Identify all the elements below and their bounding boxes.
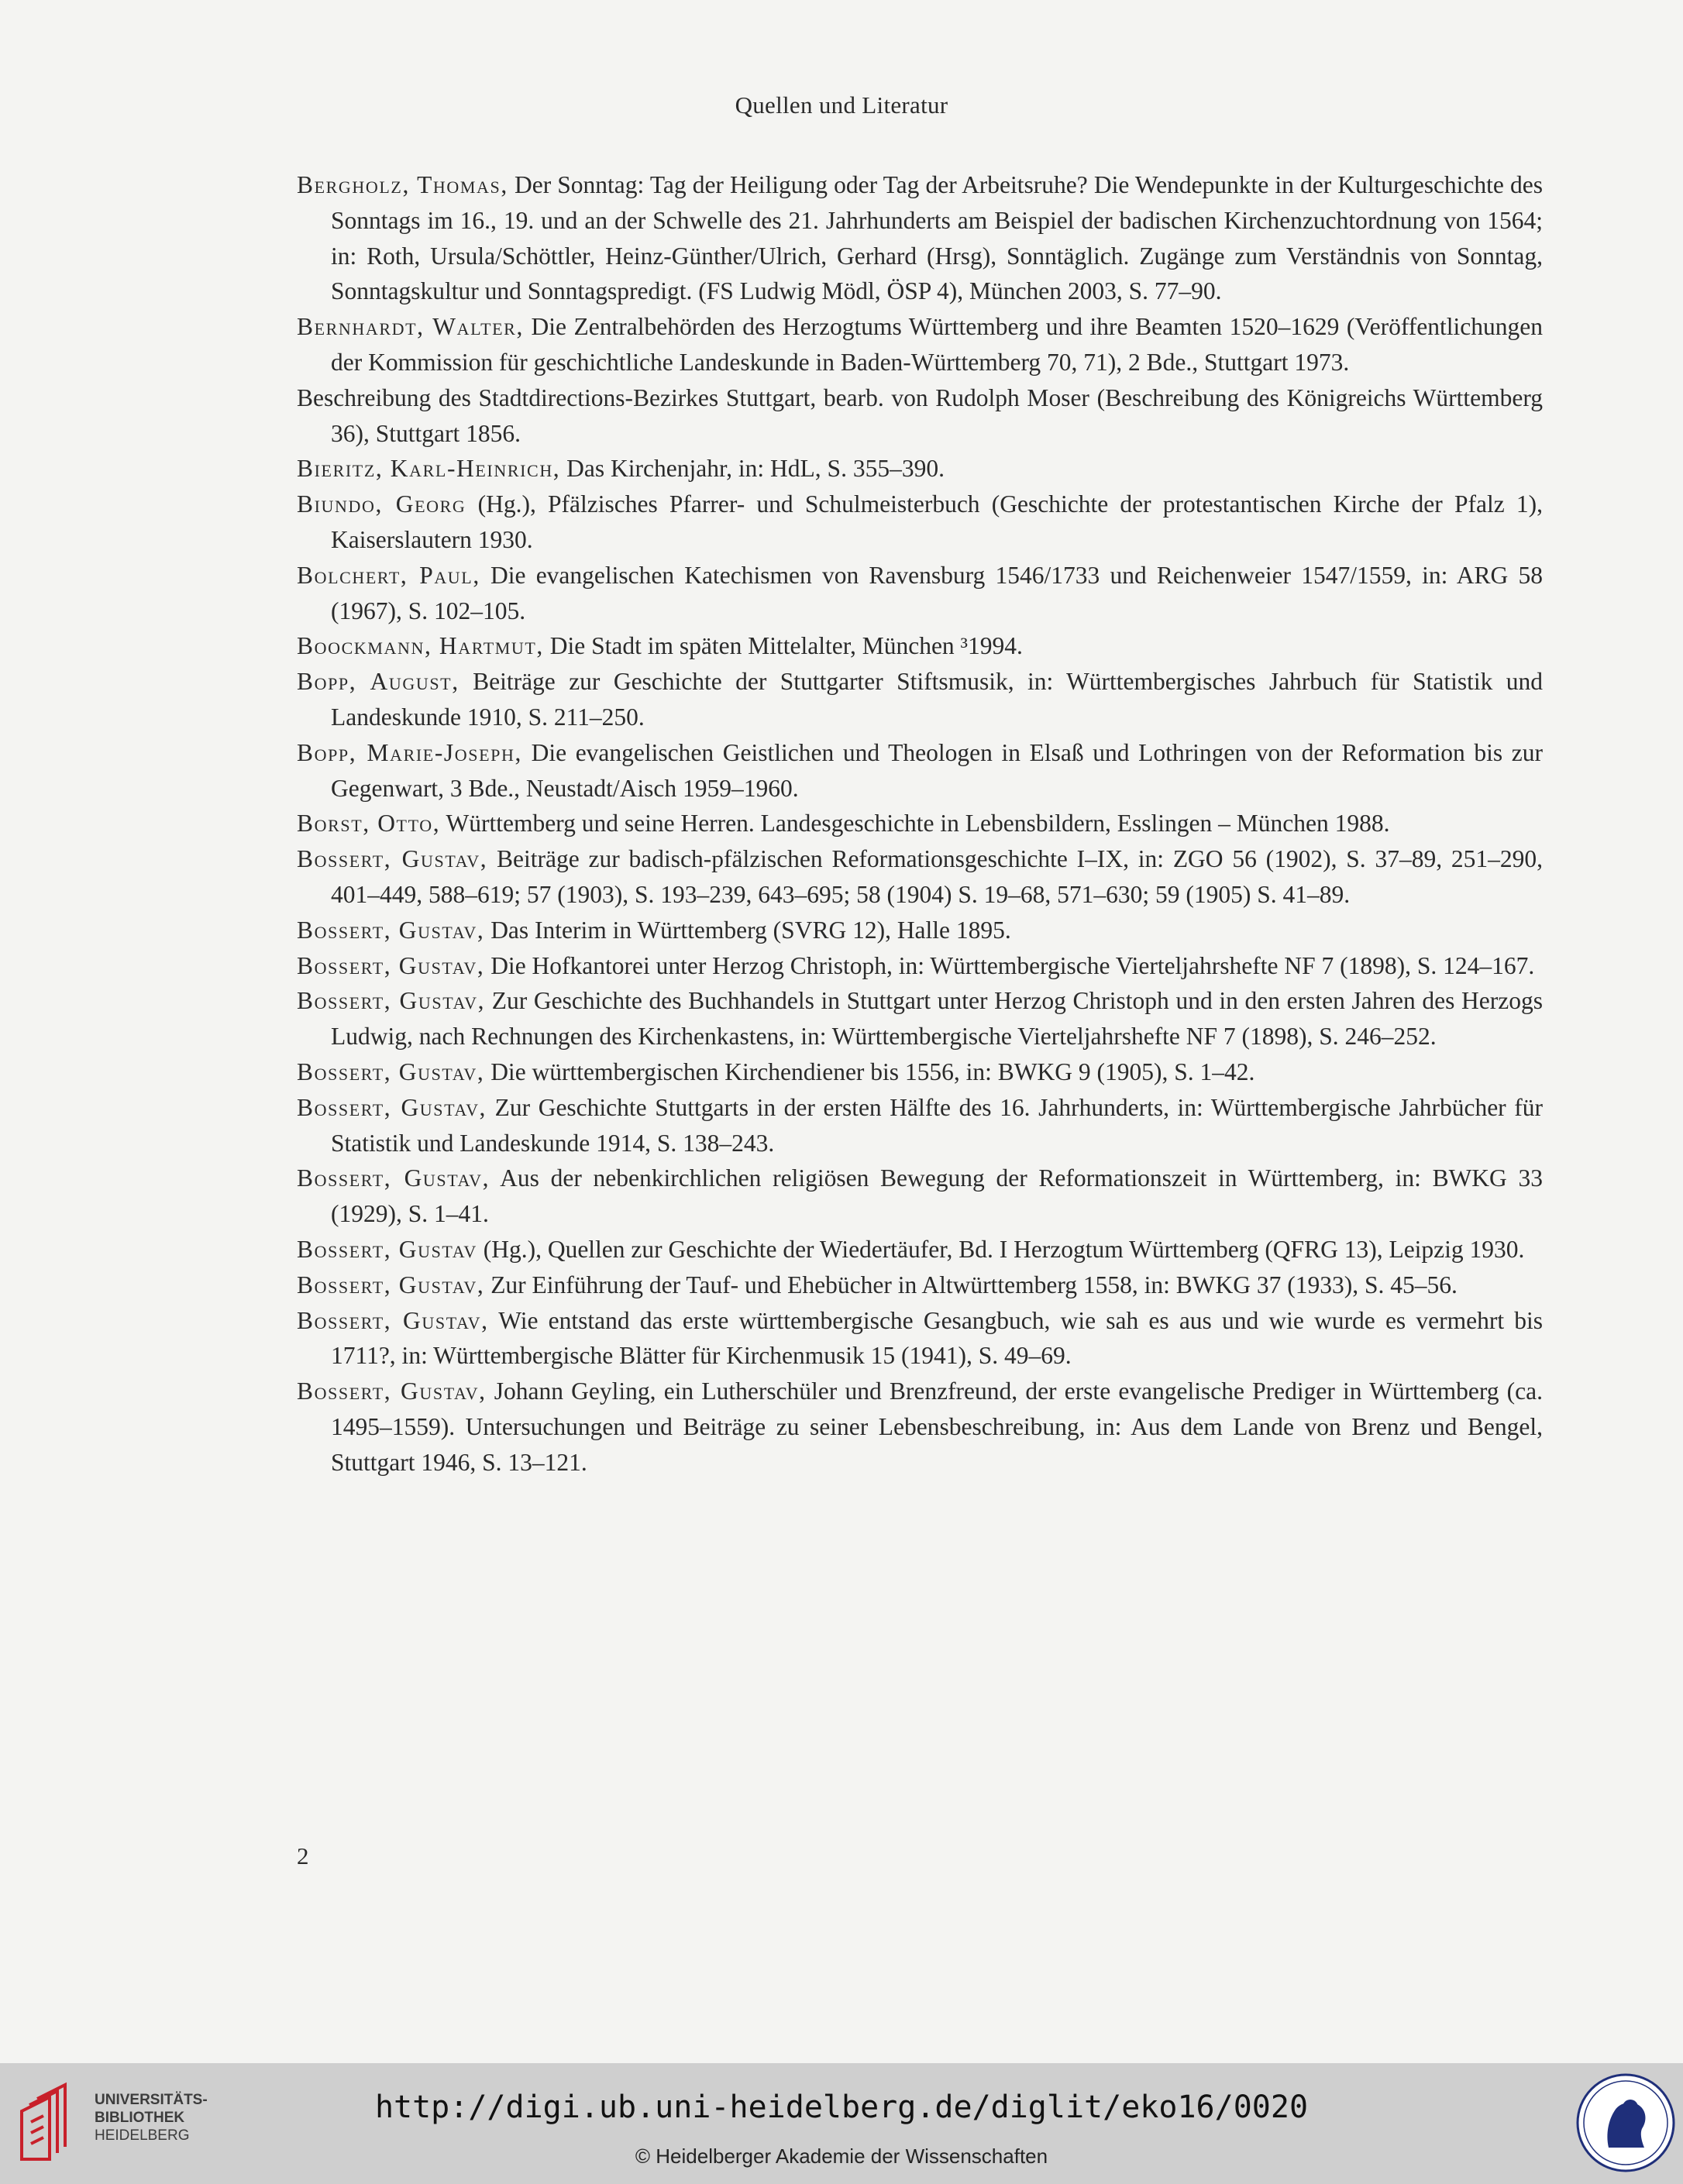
entry-author: Bossert, Gustav, bbox=[297, 1093, 487, 1121]
entry-text: (Hg.), Pfälzisches Pfarrer- und Schulmeisterbuch (Geschichte der protestantischen Kirche der Pfalz 1), Kaiserslautern 1930. bbox=[331, 490, 1544, 553]
entry-author: Bernhardt, Walter, bbox=[297, 313, 524, 341]
entry-text: Aus der nebenkirchlichen religiösen Bewegung der Reformationszeit in Württemberg, in: BWKG 33 (1929), S. 1–41. bbox=[331, 1164, 1544, 1228]
entry-text: Die Stadt im späten Mittelalter, München ³1994. bbox=[543, 632, 1023, 660]
viewer-footer bbox=[0, 2063, 1683, 2184]
entry-author: Borst, Otto, bbox=[297, 810, 441, 837]
bibliography-entry bbox=[297, 806, 1543, 841]
entry-author: Bossert, Gustav, bbox=[297, 1377, 487, 1405]
entry-author: Bossert, Gustav, bbox=[297, 916, 485, 944]
entry-text: Das Interim in Württemberg (SVRG 12), Halle 1895. bbox=[484, 916, 1011, 944]
logo-line-2: BIBLIOTHEK bbox=[95, 2110, 185, 2126]
copyright-notice: © Heidelberger Akademie der Wissenschaften bbox=[635, 2144, 1048, 2168]
entry-text: Die Zentralbehörden des Herzogtums Württemberg und ihre Beamten 1520–1629 (Veröffentlichungen der Kommission für geschichtliche Landeskunde in Baden-Württemberg 70, 71), 2 Bde., Stuttgart 1973. bbox=[331, 313, 1543, 376]
entry-author: Bossert, Gustav, bbox=[297, 1271, 485, 1298]
bibliography-entry bbox=[297, 451, 1543, 487]
entry-text: Die württembergischen Kirchendiener bis 1556, in: BWKG 9 (1905), S. 1–42. bbox=[484, 1058, 1255, 1085]
bibliography-entry bbox=[297, 983, 1543, 1054]
bibliography-entry bbox=[297, 1374, 1543, 1480]
entry-text: Wie entstand das erste württembergische Gesangbuch, wie sah es aus und wie wurde es vermehrt bis 1711?, in: Württembergische Blätter für Kirchenmusik 15 (1941), S. 49–69. bbox=[331, 1306, 1543, 1370]
bibliography-entry bbox=[297, 1303, 1543, 1374]
entry-text: Zur Einführung der Tauf- und Ehebücher in Altwürttemberg 1558, in: BWKG 37 (1933), S. 45–56. bbox=[484, 1271, 1458, 1298]
entry-text: Zur Geschichte Stuttgarts in der ersten Hälfte des 16. Jahrhunderts, in: Württembergische Jahrbücher für Statistik und Landeskunde 1914, S. 138–243. bbox=[331, 1093, 1543, 1157]
bibliography-entry bbox=[297, 380, 1543, 452]
entry-author: Bieritz, Karl-Heinrich, bbox=[297, 455, 561, 483]
entry-text: Johann Geyling, ein Lutherschüler und Brenzfreund, der erste evangelische Prediger in Württemberg (ca. 1495–1559). Untersuchungen und Beiträge zu seiner Lebensbeschreibung, in: Aus dem Lande von Brenz und Bengel, Stuttgart 1946, S. 13–121. bbox=[331, 1377, 1543, 1476]
entry-text: Beiträge zur Geschichte der Stuttgarter Stiftsmusik, in: Württembergisches Jahrbuch für Statistik und Landeskunde 1910, S. 211–250. bbox=[331, 668, 1543, 731]
bibliography-entry bbox=[297, 841, 1543, 913]
entry-author: Bossert, Gustav, bbox=[297, 1058, 485, 1085]
running-head: Quellen und Literatur bbox=[735, 91, 948, 119]
entry-text: Zur Geschichte des Buchhandels in Stuttgart unter Herzog Christoph und in den ersten Jahren des Herzogs Ludwig, nach Rechnungen des Kirchenkastens, in: Württembergische Vierteljahrshefte NF 7 (1898), S. 246–252. bbox=[331, 987, 1543, 1051]
page-number: 2 bbox=[297, 1842, 309, 1869]
entry-text: Beschreibung des Stadtdirections-Bezirkes Stuttgart, bearb. von Rudolph Moser (Beschreibung des Königreichs Württemberg 36), Stuttgart 1856. bbox=[297, 383, 1543, 447]
entry-author: Bossert, Gustav bbox=[297, 1235, 477, 1263]
entry-author: Bossert, Gustav, bbox=[297, 1306, 489, 1334]
logo-line-3: HEIDELBERG bbox=[95, 2127, 190, 2144]
bibliography-entry bbox=[297, 1090, 1543, 1161]
entry-text: Die Hofkantorei unter Herzog Christoph, in: Württembergische Vierteljahrshefte NF 7 (1898), S. 124–167. bbox=[484, 951, 1535, 979]
entry-text: (Hg.), Quellen zur Geschichte der Wiedertäufer, Bd. I Herzogtum Württemberg (QFRG 13), Leipzig 1930. bbox=[477, 1235, 1525, 1263]
bibliography-entry bbox=[297, 167, 1543, 309]
entry-author: Bossert, Gustav, bbox=[297, 1164, 490, 1192]
entry-author: Biundo, Georg bbox=[297, 490, 466, 518]
bibliography-entry bbox=[297, 1232, 1543, 1267]
entry-author: Bolchert, Paul, bbox=[297, 561, 480, 589]
bibliography-entry bbox=[297, 1267, 1543, 1303]
entry-author: Bossert, Gustav, bbox=[297, 987, 486, 1015]
bibliography-entry bbox=[297, 487, 1543, 558]
entry-author: Boockmann, Hartmut, bbox=[297, 632, 544, 660]
bibliography-entry bbox=[297, 664, 1543, 735]
permalink-url[interactable]: http://digi.ub.uni-heidelberg.de/diglit/eko16/0020 bbox=[374, 2089, 1309, 2125]
academy-seal-icon[interactable] bbox=[1575, 2072, 1677, 2174]
bibliography-entry bbox=[297, 558, 1543, 629]
entry-author: Bopp, Marie-Joseph, bbox=[297, 738, 522, 766]
entry-text: Württemberg und seine Herren. Landesgeschichte in Lebensbildern, Esslingen – München 1988. bbox=[440, 810, 1390, 837]
bibliography-list bbox=[297, 167, 1543, 1480]
bibliography-entry bbox=[297, 735, 1543, 807]
entry-author: Bossert, Gustav, bbox=[297, 951, 485, 979]
entry-author: Bergholz, Thomas, bbox=[297, 171, 508, 198]
bibliography-entry bbox=[297, 309, 1543, 380]
entry-author: Bopp, August, bbox=[297, 668, 459, 696]
entry-author: Bossert, Gustav, bbox=[297, 845, 488, 873]
entry-text: Das Kirchenjahr, in: HdL, S. 355–390. bbox=[560, 455, 945, 483]
bibliography-entry bbox=[297, 913, 1543, 948]
entry-text: Beiträge zur badisch-pfälzischen Reformationsgeschichte I–IX, in: ZGO 56 (1902), S. 37–89, 251–290, 401–449, 588–619; 57 (1903), S. 193–239, 643–695; 58 (1904) S. 19–68, 571–630; 59 (1905) S. 41–89. bbox=[331, 845, 1543, 908]
bibliography-entry bbox=[297, 1054, 1543, 1090]
bibliography-entry bbox=[297, 628, 1543, 664]
bibliography-entry bbox=[297, 948, 1543, 984]
entry-text: Der Sonntag: Tag der Heiligung oder Tag der Arbeitsruhe? Die Wendepunkte in der Kulturgeschichte des Sonntags im 16., 19. und an der Schwelle des 21. Jahrhunderts am Beispiel der badischen Kirchenzuchtordnung von 1564; in: Roth, Ursula/Schöttler, Heinz-Günther/Ulrich, Gerhard (Hrsg), Sonntäglich. Zugänge zum Verständnis von Sonntag, Sonntagskultur und Sonntagspredigt. (FS Ludwig Mödl, ÖSP 4), München 2003, S. 77–90. bbox=[331, 171, 1543, 305]
entry-text: Die evangelischen Geistlichen und Theologen in Elsaß und Lothringen von der Reformation bis zur Gegenwart, 3 Bde., Neustadt/Aisch 1959–1960. bbox=[331, 738, 1543, 802]
logo-line-1: UNIVERSITÄTS- bbox=[95, 2092, 208, 2108]
entry-text: Die evangelischen Katechismen von Ravensburg 1546/1733 und Reichenweier 1547/1559, in: ARG 58 (1967), S. 102–105. bbox=[331, 561, 1543, 624]
bibliography-entry bbox=[297, 1161, 1543, 1232]
